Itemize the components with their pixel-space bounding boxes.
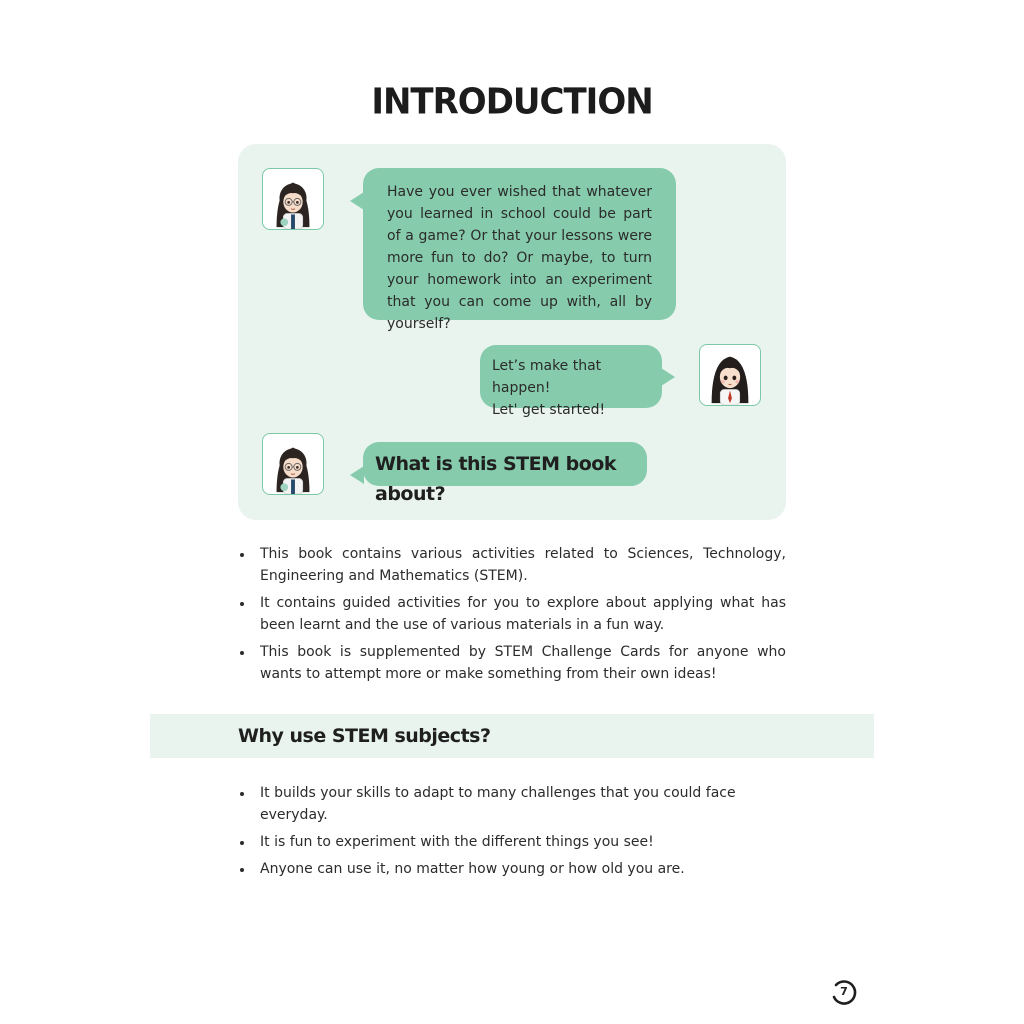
student-avatar: [699, 344, 761, 406]
list-item: It is fun to experiment with the different things you see!: [238, 831, 786, 853]
bubble-reply-line2: Let' get started!: [492, 402, 606, 418]
chat-bubble-question: [363, 168, 676, 332]
chat-panel: [238, 144, 786, 520]
why-bullet-list: [238, 782, 786, 885]
page-number: [830, 979, 858, 1007]
list-item: It contains guided activities for you to explore about applying what has been learnt and the use of various materials in a fun way.: [238, 592, 786, 636]
page-number-text: 7: [840, 985, 848, 998]
about-bullet-list: [238, 543, 786, 690]
list-item: This book is supplemented by STEM Challenge Cards for anyone who wants to attempt more or make something from their own ideas!: [238, 641, 786, 685]
chat-bubble-reply: [480, 345, 662, 418]
bubble-question-text: Have you ever wished that whatever you learned in school could be part of a game? Or that your lessons were more fun to do? Or maybe, to turn your homework into an experiment that you can come up with, all by yourself?: [387, 184, 652, 332]
bubble-reply-line1: Let’s make that happen!: [492, 358, 602, 396]
list-item: This book contains various activities related to Sciences, Technology, Engineering and Mathematics (STEM).: [238, 543, 786, 587]
section-heading: Why use STEM subjects?: [238, 725, 491, 747]
bubble-heading-text: What is this STEM book about?: [375, 453, 616, 505]
chat-bubble-heading: [363, 442, 647, 505]
list-item: It builds your skills to adapt to many challenges that you could face everyday.: [238, 782, 786, 826]
list-item: Anyone can use it, no matter how young or how old you are.: [238, 858, 786, 880]
page-title: INTRODUCTION: [371, 81, 653, 123]
section-header-band: [150, 714, 874, 758]
teacher-with-glasses-avatar: [262, 168, 324, 230]
teacher-with-glasses-avatar: [262, 433, 324, 495]
